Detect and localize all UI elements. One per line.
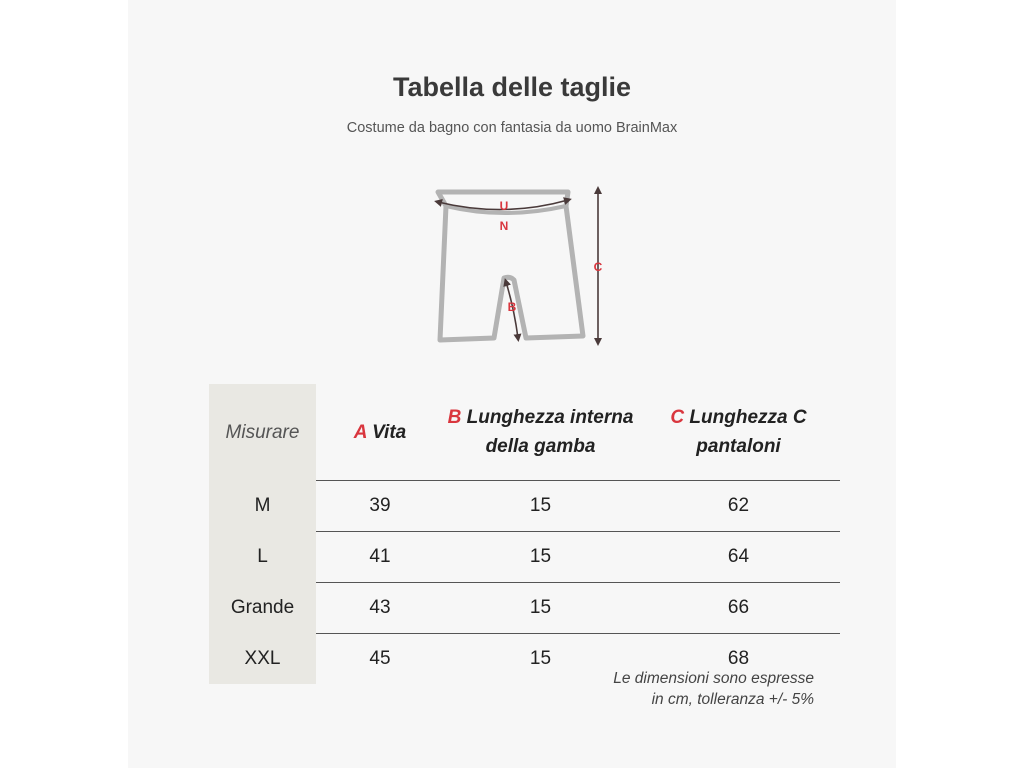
cell-size: M	[209, 481, 316, 532]
cell-b: 15	[444, 634, 637, 685]
header-measure: Misurare	[209, 384, 316, 481]
header-a-letter: A	[353, 421, 367, 443]
cell-a: 43	[316, 583, 444, 634]
tolerance-note-line1: Le dimensioni sono espresse	[613, 670, 814, 687]
header-b-letter: B	[447, 407, 462, 428]
label-n: N	[499, 219, 509, 233]
cell-b: 15	[444, 481, 637, 532]
tolerance-note-line2: in cm, tolleranza +/- 5%	[651, 691, 814, 708]
header-a	[316, 384, 444, 481]
page-title: Tabella delle taglie	[392, 72, 632, 102]
table-row	[209, 583, 840, 634]
table-header-row	[209, 384, 840, 481]
cell-size: XXL	[209, 634, 316, 685]
cell-a: 45	[316, 634, 444, 685]
cell-c: 64	[637, 532, 840, 583]
shorts-diagram	[408, 178, 618, 350]
page-subtitle: Costume da bagno con fantasia da uomo BrainMax	[346, 120, 678, 136]
cell-c: 62	[637, 481, 840, 532]
cell-a: 41	[316, 532, 444, 583]
label-c: C	[593, 260, 603, 274]
header-a-text: Vita	[372, 421, 407, 443]
header-c-text: Lunghezza C pantaloni	[689, 407, 807, 457]
size-table	[209, 384, 840, 684]
label-u: U	[499, 199, 509, 213]
cell-size: L	[209, 532, 316, 583]
table-row	[209, 532, 840, 583]
header-c-letter: C	[670, 407, 685, 428]
tolerance-note	[514, 668, 814, 710]
header-b	[444, 384, 637, 481]
cell-b: 15	[444, 583, 637, 634]
label-b: B	[507, 300, 517, 314]
cell-c: 68	[637, 634, 840, 685]
header-c	[637, 384, 840, 481]
cell-a: 39	[316, 481, 444, 532]
table-row	[209, 481, 840, 532]
cell-size: Grande	[209, 583, 316, 634]
cell-c: 66	[637, 583, 840, 634]
size-chart-card	[128, 0, 896, 768]
header-b-text: Lunghezza interna della gamba	[466, 407, 634, 457]
cell-b: 15	[444, 532, 637, 583]
